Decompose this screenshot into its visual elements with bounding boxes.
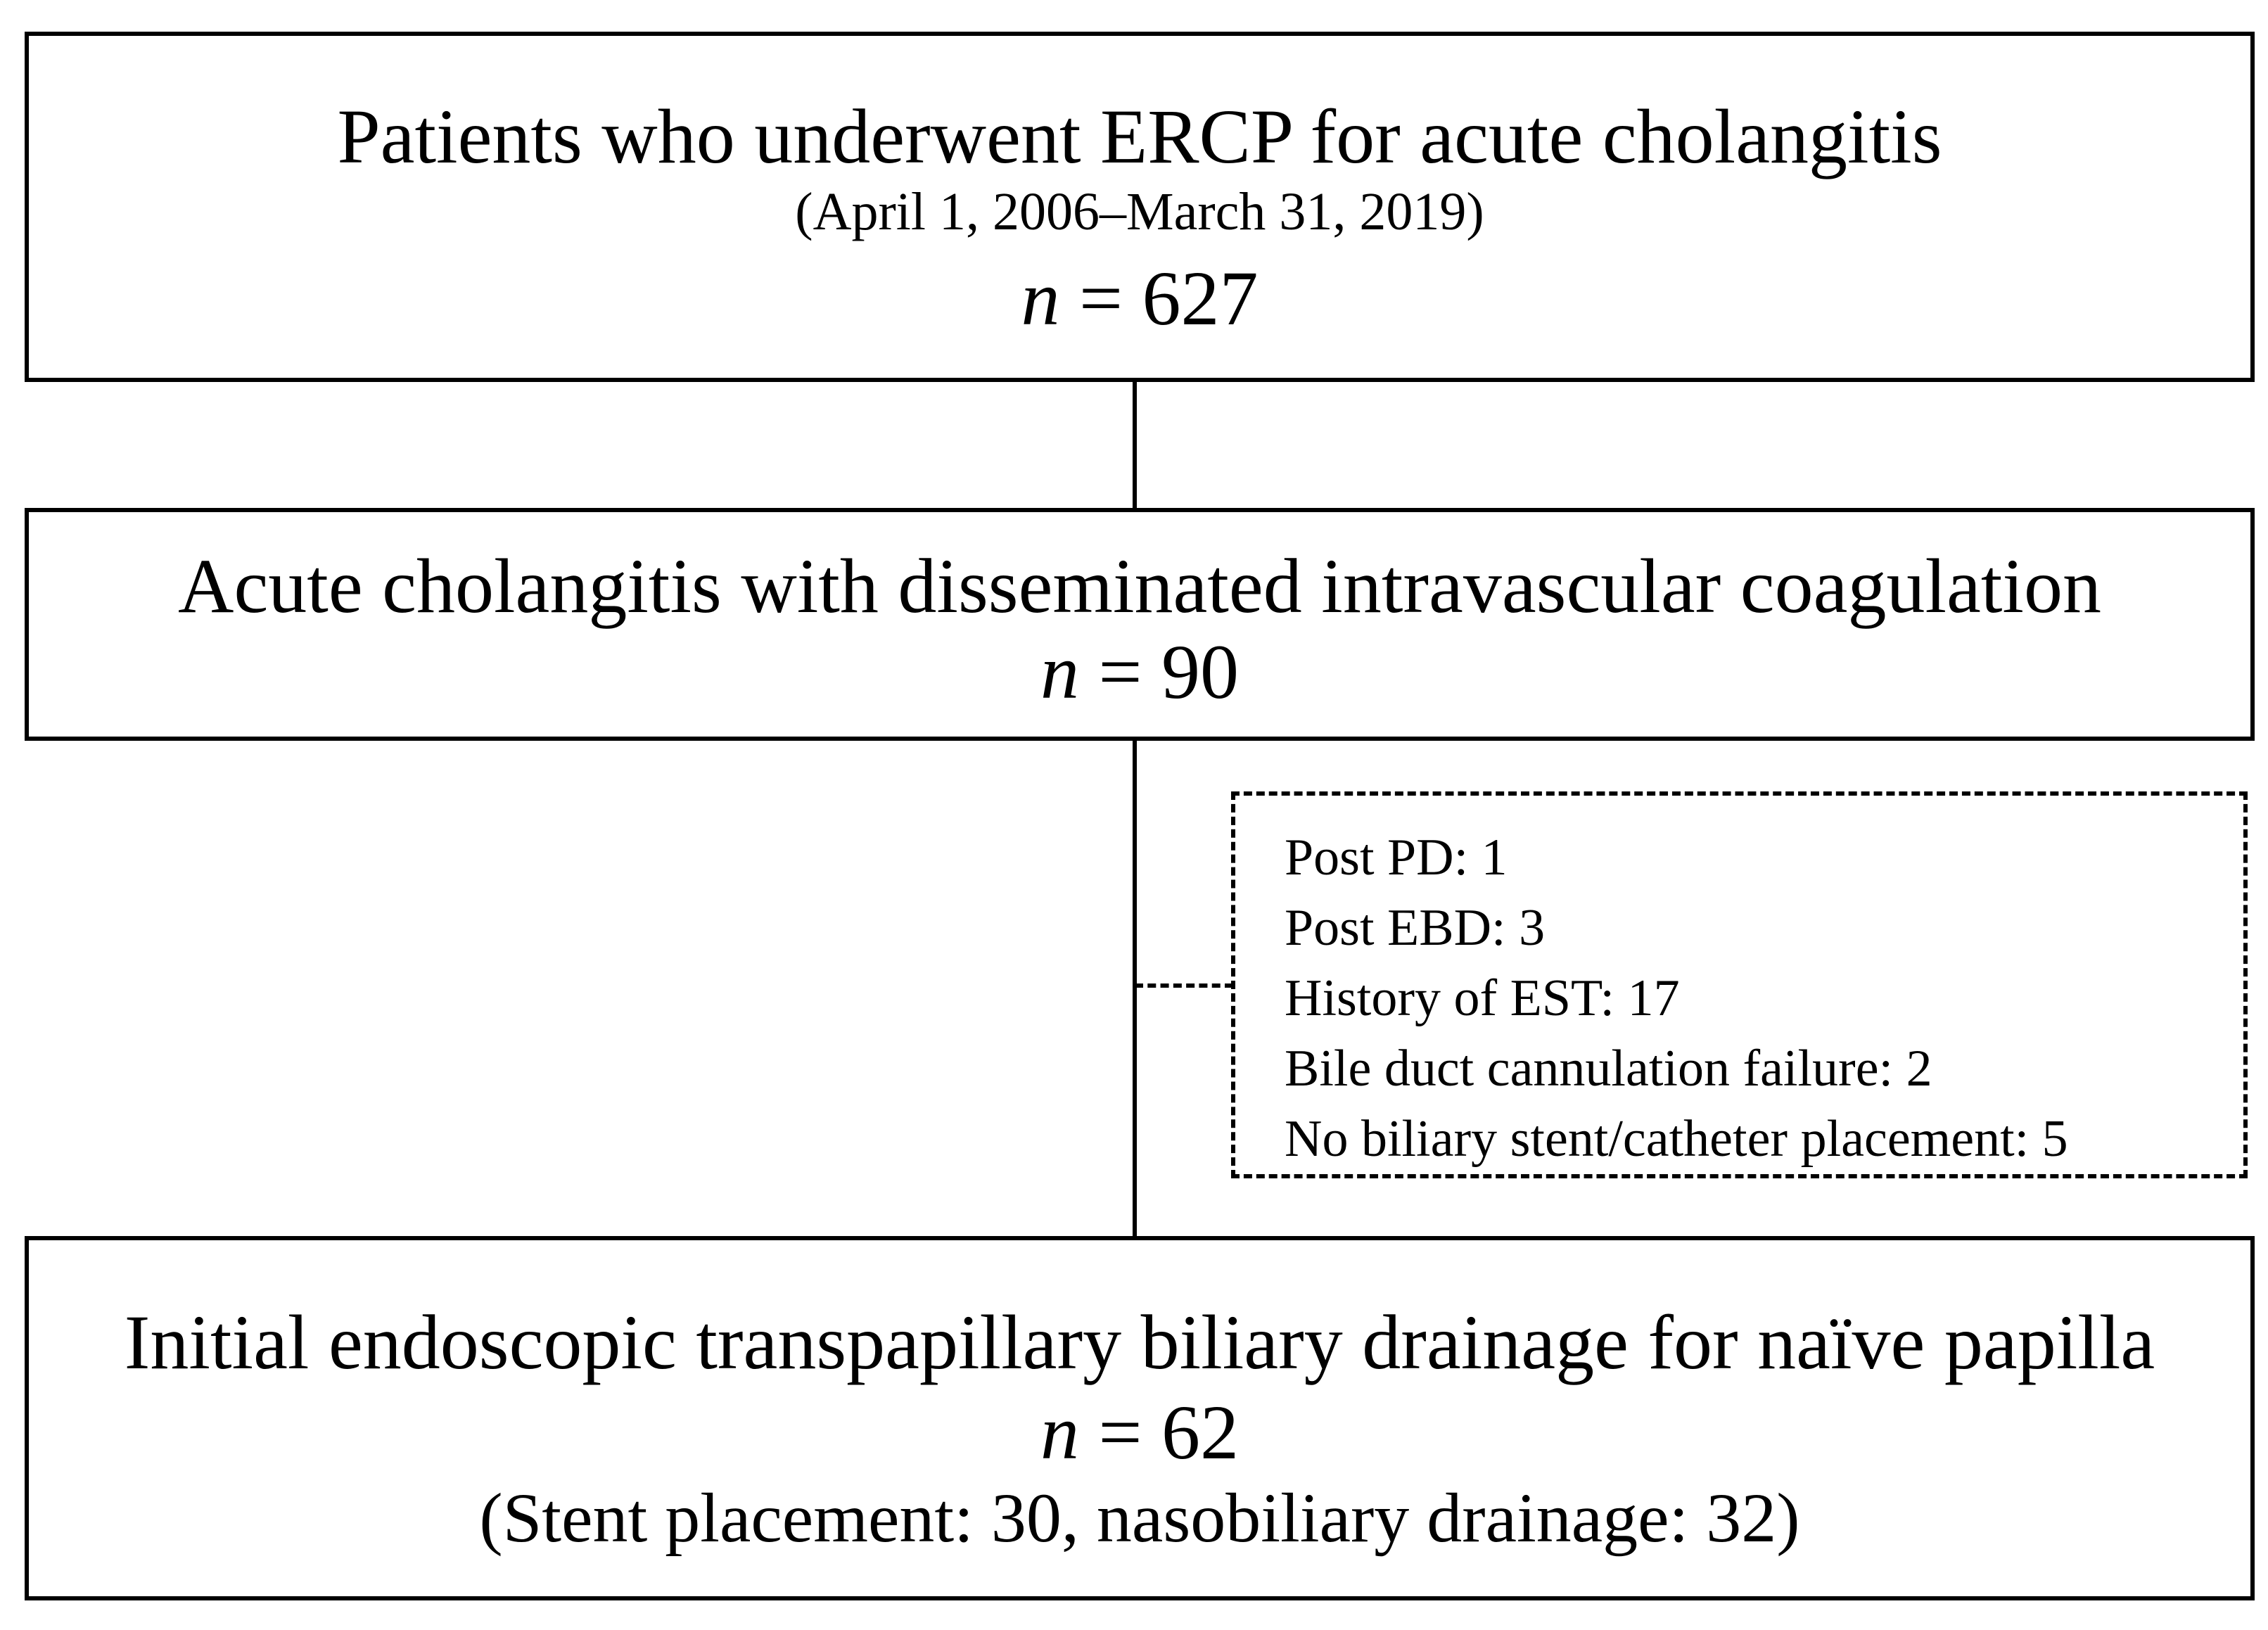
exclusion-item: Post PD: 1 <box>1285 829 1508 886</box>
flow-box-dic-cholangitis <box>25 508 2255 741</box>
box1-n-value: = 627 <box>1059 255 1259 341</box>
exclusion-item: History of EST: 17 <box>1285 969 1680 1027</box>
box1-count <box>29 255 2250 341</box>
connector-box2-to-box3 <box>1133 739 1137 1240</box>
flow-box-initial-drainage <box>25 1236 2255 1600</box>
box3-n-symbol: n <box>1040 1389 1079 1475</box>
box1-title: Patients who underwent ERCP for acute cholangitis <box>337 94 1942 179</box>
connector-box1-to-box2 <box>1133 380 1137 510</box>
exclusion-item: Bile duct cannulation failure: 2 <box>1285 1040 1932 1097</box>
box3-detail: (Stent placement: 30, nasobiliary drainage: 32) <box>479 1479 1800 1557</box>
connector-exclusion-dashed <box>1135 983 1233 988</box>
exclusion-list <box>1285 822 2068 1174</box>
box1-date-range: (April 1, 2006–March 31, 2019) <box>795 182 1484 241</box>
box3-title: Initial endoscopic transpapillary biliary drainage for naïve papilla <box>124 1299 2155 1385</box>
box3-n-value: = 62 <box>1078 1389 1240 1475</box>
box2-title: Acute cholangitis with disseminated intravascular coagulation <box>178 543 2101 629</box>
box2-n-value: = 90 <box>1078 629 1240 715</box>
exclusion-item: Post EBD: 3 <box>1285 899 1546 957</box>
exclusion-item: No biliary stent/catheter placement: 5 <box>1285 1110 2068 1168</box>
exclusion-box <box>1231 791 2248 1178</box>
flow-box-ercp-patients <box>25 32 2255 382</box>
box2-count <box>29 629 2250 715</box>
box1-n-symbol: n <box>1021 255 1060 341</box>
box3-count <box>29 1389 2250 1475</box>
box2-n-symbol: n <box>1040 629 1079 715</box>
